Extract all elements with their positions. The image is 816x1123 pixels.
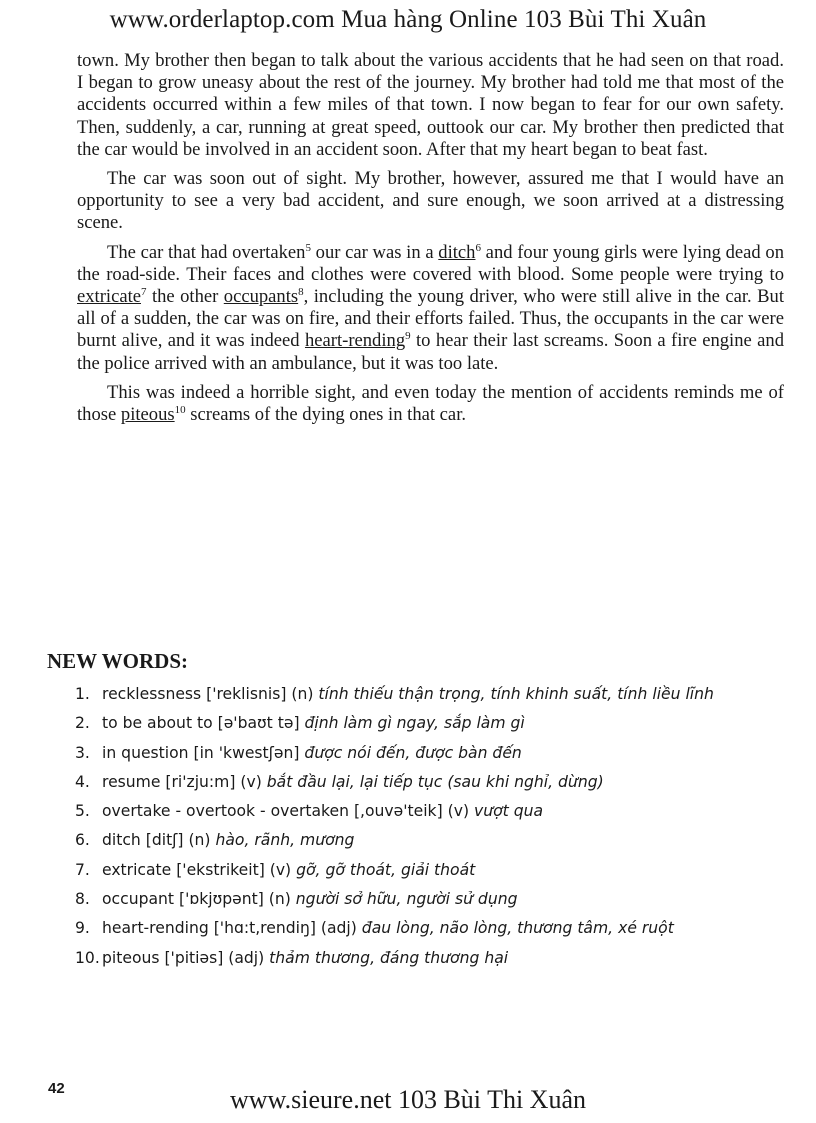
footnote-mark: 7 — [141, 285, 147, 298]
vocab-entry: heart-rending ['hɑ:t,rendiŋ] (adj) — [102, 919, 362, 938]
text-run: The car that had overtaken — [107, 241, 306, 263]
new-words-list — [75, 684, 795, 977]
vocab-word-heart-rending: heart-rending — [304, 330, 406, 352]
vocab-entry: occupant ['ɒkjʊpənt] (n) — [102, 890, 296, 909]
vocab-number: 1. — [75, 685, 90, 703]
vocab-entry: in question [in 'kwestʃən] — [102, 743, 305, 762]
vocab-number: 9. — [75, 919, 90, 938]
vocab-number: 3. — [75, 743, 90, 762]
vocab-item — [75, 772, 795, 792]
vocab-entry: recklessness ['reklisnis] (n) — [102, 685, 319, 703]
vocab-item — [75, 801, 795, 821]
text-run: the other — [146, 286, 224, 308]
footnote-mark: 6 — [475, 241, 481, 254]
text-run: and four young girls were lying dead on the road-side. Their faces and clothes were covered with blood. Some people were trying to — [77, 241, 785, 285]
vocab-entry: resume [ri'zju:m] (v) — [102, 772, 267, 791]
header-watermark: www.orderlaptop.com Mua hàng Online 103 Bùi Thi Xuân — [109, 6, 707, 33]
vocab-word-occupants: occupants — [223, 286, 299, 308]
vocab-item — [75, 830, 795, 850]
vocab-meaning: người sở hữu, người sử dụng — [295, 890, 518, 909]
vocab-meaning: vượt qua — [473, 802, 544, 821]
paragraph-4 — [77, 382, 784, 426]
vocab-item — [75, 948, 795, 968]
vocab-number: 5. — [75, 802, 90, 821]
vocab-entry: piteous ['pitiəs] (adj) — [102, 948, 270, 967]
vocab-item — [75, 684, 795, 704]
paragraph-2: The car was soon out of sight. My brother, however, assured me that I would have an opportunity to see a very bad accident, and sure enough, we soon arrived at a distressing scene. — [77, 168, 784, 234]
paragraph-1: town. My brother then began to talk about the various accidents that he had seen on that road. I began to grow uneasy about the rest of the journey. My brother had told me that most of the accidents occurred within a few miles of that town. I now began to fear for our own safety. Then, suddenly, a car, running at great speed, outtook our car. My brother then predicted that the car would be involved in an accident soon. After that my heart began to beat fast. — [77, 50, 784, 160]
vocab-meaning: thảm thương, đáng thương hại — [269, 948, 509, 967]
vocab-meaning: được nói đến, được bàn đến — [304, 743, 522, 762]
vocab-item — [75, 713, 795, 733]
vocab-item — [75, 743, 795, 763]
vocab-number: 4. — [75, 772, 90, 791]
vocab-number: 2. — [75, 714, 90, 733]
vocab-meaning: tính thiếu thận trọng, tính khinh suất, tính liều lĩnh — [318, 685, 714, 703]
vocab-word-piteous: piteous — [120, 404, 175, 426]
vocab-entry: to be about to [ə'baʊt tə] — [102, 714, 305, 733]
text-run: screams of the dying ones in that car. — [185, 404, 467, 426]
footnote-mark: 8 — [298, 285, 304, 298]
new-words-heading: NEW WORDS: — [47, 649, 189, 673]
vocab-word-ditch: ditch — [438, 241, 476, 263]
vocab-meaning: bắt đầu lại, lại tiếp tục (sau khi nghỉ, dừng) — [266, 772, 604, 791]
vocab-number: 6. — [75, 831, 90, 850]
text-run: to hear their last screams. Soon a fire engine and the police arrived with an ambulance, but it was too late. — [77, 330, 784, 374]
vocab-number: 8. — [75, 890, 90, 909]
footnote-mark: 5 — [305, 241, 311, 254]
vocab-entry: ditch [ditʃ] (n) — [102, 831, 216, 850]
paragraph-3 — [77, 242, 784, 375]
vocab-word-extricate: extricate — [77, 286, 141, 308]
story-text — [77, 50, 784, 433]
text-run: This was indeed a horrible sight, and even today the mention of accidents reminds me of those — [77, 381, 784, 426]
vocab-meaning: đau lòng, não lòng, thương tâm, xé ruột — [361, 919, 674, 938]
page-number: 42 — [48, 1080, 65, 1097]
vocab-meaning: hào, rãnh, mương — [215, 831, 355, 850]
vocab-item — [75, 860, 795, 880]
footnote-mark: 9 — [405, 330, 411, 343]
vocab-item — [75, 889, 795, 909]
text-run: , including the young driver, who were still alive in the car. But all of a sudden, the car was on fire, and their efforts failed. Thus, the occupants in the car were burnt alive, and it was indeed — [77, 286, 784, 352]
vocab-entry: overtake - overtook - overtaken [,ouvə'teik] (v) — [102, 802, 474, 821]
footer-watermark: www.sieure.net 103 Bùi Thi Xuân — [229, 1085, 586, 1114]
vocab-meaning: gỡ, gỡ thoát, giải thoát — [296, 860, 476, 879]
vocab-item — [75, 918, 795, 938]
vocab-number: 7. — [75, 860, 90, 879]
footnote-mark: 10 — [174, 403, 186, 416]
vocab-number: 10. — [75, 948, 100, 967]
vocab-meaning: định làm gì ngay, sắp làm gì — [304, 714, 525, 733]
vocab-entry: extricate ['ekstrikeit] (v) — [102, 860, 297, 879]
text-run: our car was in a — [310, 241, 439, 263]
